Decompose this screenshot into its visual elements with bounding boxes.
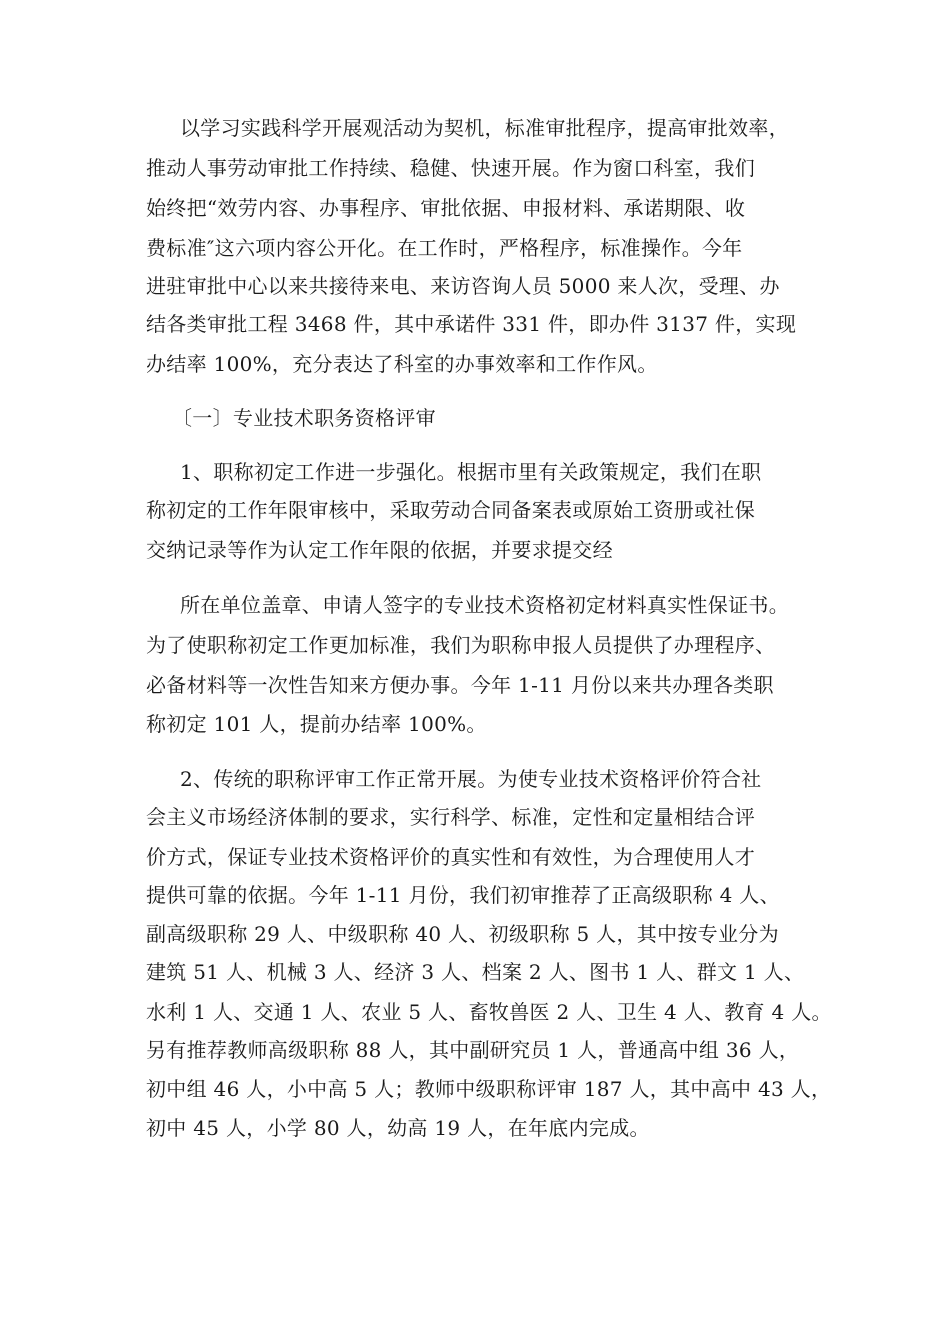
text-line: 副高级职称 29 人、中级职称 40 人、初级职称 5 人，其中按专业分为 xyxy=(146,922,779,946)
text-line: 进驻审批中心以来共接待来电、来访咨询人员 5000 来人次，受理、办 xyxy=(146,274,780,298)
text-line: 所在单位盖章、申请人签字的专业技术资格初定材料真实性保证书。 xyxy=(180,593,789,617)
heading-text: 〔一〕专业技术职务资格评审 xyxy=(172,406,436,430)
text-line: 始终把“效劳内容、办事程序、审批依据、申报材料、承诺期限、收 xyxy=(146,196,746,220)
text-line: 会主义市场经济体制的要求，实行科学、标准，定性和定量相结合评 xyxy=(146,805,755,829)
text-line: 初中组 46 人，小中高 5 人；教师中级职称评审 187 人，其中高中 43 人， xyxy=(146,1077,832,1101)
text-line: 为了使职称初定工作更加标准，我们为职称申报人员提供了办理程序、 xyxy=(146,633,776,657)
text-line: 以学习实践科学开展观活动为契机，标准审批程序，提高审批效率， xyxy=(180,116,789,140)
text-line: 推动人事劳动审批工作持续、稳健、快速开展。作为窗口科室，我们 xyxy=(146,156,755,180)
text-line: 称初定 101 人，提前办结率 100%。 xyxy=(146,712,487,736)
text-line: 另有推荐教师高级职称 88 人，其中副研究员 1 人，普通高中组 36 人， xyxy=(146,1038,800,1062)
text-line: 价方式，保证专业技术资格评价的真实性和有效性，为合理使用人才 xyxy=(146,845,755,869)
text-line: 建筑 51 人、机械 3 人、经济 3 人、档案 2 人、图书 1 人、群文 1 人、 xyxy=(146,960,805,984)
text-line: 交纳记录等作为认定工作年限的依据，并要求提交经 xyxy=(146,538,613,562)
text-line: 称初定的工作年限审核中，采取劳动合同备案表或原始工资册或社保 xyxy=(146,498,755,522)
text-line: 提供可靠的依据。今年 1-11 月份，我们初审推荐了正高级职称 4 人、 xyxy=(146,883,780,907)
text-line: 2、传统的职称评审工作正常开展。为使专业技术资格评价符合社 xyxy=(180,767,762,791)
text-line: 初中 45 人，小学 80 人，幼高 19 人，在年底内完成。 xyxy=(146,1116,650,1140)
text-line: 水利 1 人、交通 1 人、农业 5 人、畜牧兽医 2 人、卫生 4 人、教育 4 人。 xyxy=(146,1000,832,1024)
text-line: 办结率 100%，充分表达了科室的办事效率和工作作风。 xyxy=(146,352,658,376)
text-line: 费标准″这六项内容公开化。在工作时，严格程序，标准操作。今年 xyxy=(146,236,743,260)
text-line: 结各类审批工程 3468 件，其中承诺件 331 件，即办件 3137 件，实现 xyxy=(146,312,797,336)
text-line: 必备材料等一次性告知来方便办事。今年 1-11 月份以来共办理各类职 xyxy=(146,673,774,697)
text-line: 1、职称初定工作进一步强化。根据市里有关政策规定，我们在职 xyxy=(180,460,762,484)
